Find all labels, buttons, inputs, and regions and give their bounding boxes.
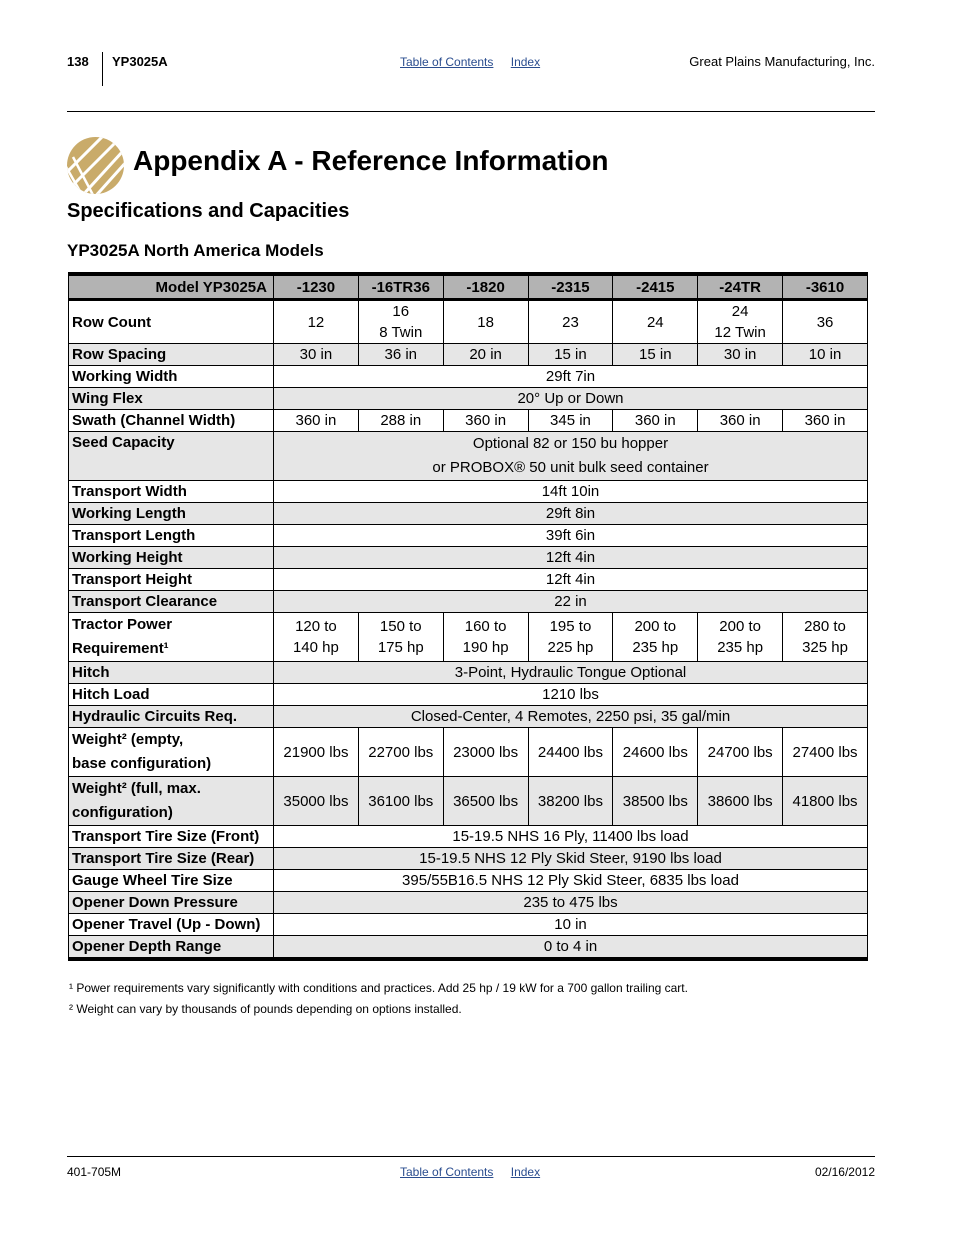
row-label: Hitch Load — [69, 684, 274, 706]
table-row — [69, 300, 868, 344]
cell: 36500 lbs — [443, 777, 528, 826]
row-label: Working Length — [69, 503, 274, 525]
table-row — [69, 547, 868, 569]
row-label: Row Spacing — [69, 344, 274, 366]
cell: 235 to 475 lbs — [274, 892, 868, 914]
column-header: -2415 — [613, 274, 698, 300]
table-row — [69, 388, 868, 410]
row-label: Opener Depth Range — [69, 936, 274, 960]
table-row — [69, 936, 868, 960]
cell: 35000 lbs — [274, 777, 359, 826]
cell: 29ft 7in — [274, 366, 868, 388]
table-row — [69, 432, 868, 481]
table-row — [69, 344, 868, 366]
cell: 21900 lbs — [274, 728, 359, 777]
cell: 22 in — [274, 591, 868, 613]
cell: 12 — [274, 300, 359, 344]
index-link[interactable]: Index — [510, 55, 541, 69]
column-header: -24TR — [698, 274, 783, 300]
table-row — [69, 613, 868, 662]
row-label: Transport Tire Size (Front) — [69, 826, 274, 848]
toc-link[interactable]: Table of Contents — [400, 1165, 494, 1179]
cell: 39ft 6in — [274, 525, 868, 547]
toc-link[interactable]: Table of Contents — [400, 55, 494, 69]
cell: 23000 lbs — [443, 728, 528, 777]
cell: 29ft 8in — [274, 503, 868, 525]
footer-links — [400, 1165, 554, 1179]
column-header: -1820 — [443, 274, 528, 300]
header-model: YP3025A — [112, 54, 168, 69]
table-row — [69, 410, 868, 432]
row-label: Transport Height — [69, 569, 274, 591]
cell: 12ft 4in — [274, 569, 868, 591]
page-number: 138 — [67, 54, 89, 69]
table-row — [69, 525, 868, 547]
row-label: Weight² (full, max. configuration) — [69, 777, 274, 826]
cell: Optional 82 or 150 bu hopper or PROBOX® 50 unit bulk seed container — [274, 432, 868, 481]
cell: 200 to 235 hp — [698, 613, 783, 662]
table-row — [69, 826, 868, 848]
table-row — [69, 706, 868, 728]
footnote-1: ¹ Power requirements vary significantly with conditions and practices. Add 25 hp / 19 kW for a 700 gallon trailing cart. — [69, 981, 688, 995]
cell: 360 in — [783, 410, 868, 432]
table-row — [69, 777, 868, 826]
cell: 23 — [528, 300, 613, 344]
header-rule — [67, 111, 875, 112]
model-header: Model YP3025A — [69, 274, 274, 300]
table-row — [69, 503, 868, 525]
cell: 0 to 4 in — [274, 936, 868, 960]
cell: 15-19.5 NHS 12 Ply Skid Steer, 9190 lbs load — [274, 848, 868, 870]
table-row — [69, 662, 868, 684]
column-header: -3610 — [783, 274, 868, 300]
row-label: Row Count — [69, 300, 274, 344]
cell: 1210 lbs — [274, 684, 868, 706]
row-label: Hitch — [69, 662, 274, 684]
cell: 18 — [443, 300, 528, 344]
cell: 3-Point, Hydraulic Tongue Optional — [274, 662, 868, 684]
cell: 160 to 190 hp — [443, 613, 528, 662]
column-header: -2315 — [528, 274, 613, 300]
cell: 195 to 225 hp — [528, 613, 613, 662]
cell: 27400 lbs — [783, 728, 868, 777]
table-row — [69, 481, 868, 503]
row-label: Swath (Channel Width) — [69, 410, 274, 432]
cell: 10 in — [783, 344, 868, 366]
cell: 360 in — [698, 410, 783, 432]
great-plains-logo-icon — [67, 137, 124, 194]
row-label: Seed Capacity — [69, 432, 274, 481]
header-links — [400, 55, 554, 69]
cell: 14ft 10in — [274, 481, 868, 503]
row-label: Transport Length — [69, 525, 274, 547]
cell: 15 in — [528, 344, 613, 366]
table-row — [69, 848, 868, 870]
row-label: Opener Travel (Up - Down) — [69, 914, 274, 936]
table-row — [69, 591, 868, 613]
cell: 24700 lbs — [698, 728, 783, 777]
cell: 280 to 325 hp — [783, 613, 868, 662]
footer-doc-number: 401-705M — [67, 1165, 122, 1179]
cell: 360 in — [613, 410, 698, 432]
subsection-title: YP3025A North America Models — [67, 241, 324, 260]
cell: 288 in — [358, 410, 443, 432]
cell: 41800 lbs — [783, 777, 868, 826]
table-row — [69, 366, 868, 388]
row-label: Weight² (empty, base configuration) — [69, 728, 274, 777]
cell: 20 in — [443, 344, 528, 366]
cell: 38500 lbs — [613, 777, 698, 826]
table-header-row — [69, 274, 868, 300]
cell: 36100 lbs — [358, 777, 443, 826]
cell: 22700 lbs — [358, 728, 443, 777]
footnote-2: ² Weight can vary by thousands of pounds depending on options installed. — [69, 1002, 462, 1016]
column-header: -1230 — [274, 274, 359, 300]
cell: 38600 lbs — [698, 777, 783, 826]
footer-date: 02/16/2012 — [814, 1165, 875, 1179]
cell: 120 to 140 hp — [274, 613, 359, 662]
cell: 36 — [783, 300, 868, 344]
header-company: Great Plains Manufacturing, Inc. — [689, 54, 875, 69]
row-label: Opener Down Pressure — [69, 892, 274, 914]
cell: 200 to 235 hp — [613, 613, 698, 662]
cell: 38200 lbs — [528, 777, 613, 826]
cell: 24600 lbs — [613, 728, 698, 777]
cell: 10 in — [274, 914, 868, 936]
table-row — [69, 728, 868, 777]
cell: 12ft 4in — [274, 547, 868, 569]
table-row — [69, 892, 868, 914]
cell: 150 to 175 hp — [358, 613, 443, 662]
row-label: Tractor Power Requirement¹ — [69, 613, 274, 662]
table-row — [69, 870, 868, 892]
cell: 395/55B16.5 NHS 12 Ply Skid Steer, 6835 lbs load — [274, 870, 868, 892]
table-row — [69, 569, 868, 591]
cell: 24400 lbs — [528, 728, 613, 777]
cell: 30 in — [698, 344, 783, 366]
section-title: Specifications and Capacities — [67, 200, 350, 222]
row-label: Wing Flex — [69, 388, 274, 410]
appendix-title: Appendix A - Reference Information — [133, 145, 609, 176]
row-label: Transport Width — [69, 481, 274, 503]
cell: 24 12 Twin — [698, 300, 783, 344]
row-label: Transport Clearance — [69, 591, 274, 613]
cell: 360 in — [274, 410, 359, 432]
row-label: Transport Tire Size (Rear) — [69, 848, 274, 870]
cell: 15 in — [613, 344, 698, 366]
cell: 20° Up or Down — [274, 388, 868, 410]
header-divider — [102, 52, 103, 86]
table-row — [69, 914, 868, 936]
cell: 16 8 Twin — [358, 300, 443, 344]
row-label: Hydraulic Circuits Req. — [69, 706, 274, 728]
row-label: Working Width — [69, 366, 274, 388]
cell: 345 in — [528, 410, 613, 432]
cell: 24 — [613, 300, 698, 344]
specifications-table — [68, 272, 868, 961]
table-row — [69, 684, 868, 706]
cell: Closed-Center, 4 Remotes, 2250 psi, 35 gal/min — [274, 706, 868, 728]
cell: 360 in — [443, 410, 528, 432]
cell: 36 in — [358, 344, 443, 366]
row-label: Working Height — [69, 547, 274, 569]
column-header: -16TR36 — [358, 274, 443, 300]
cell: 30 in — [274, 344, 359, 366]
index-link[interactable]: Index — [510, 1165, 541, 1179]
cell: 15-19.5 NHS 16 Ply, 11400 lbs load — [274, 826, 868, 848]
row-label: Gauge Wheel Tire Size — [69, 870, 274, 892]
footer-rule — [67, 1156, 875, 1157]
